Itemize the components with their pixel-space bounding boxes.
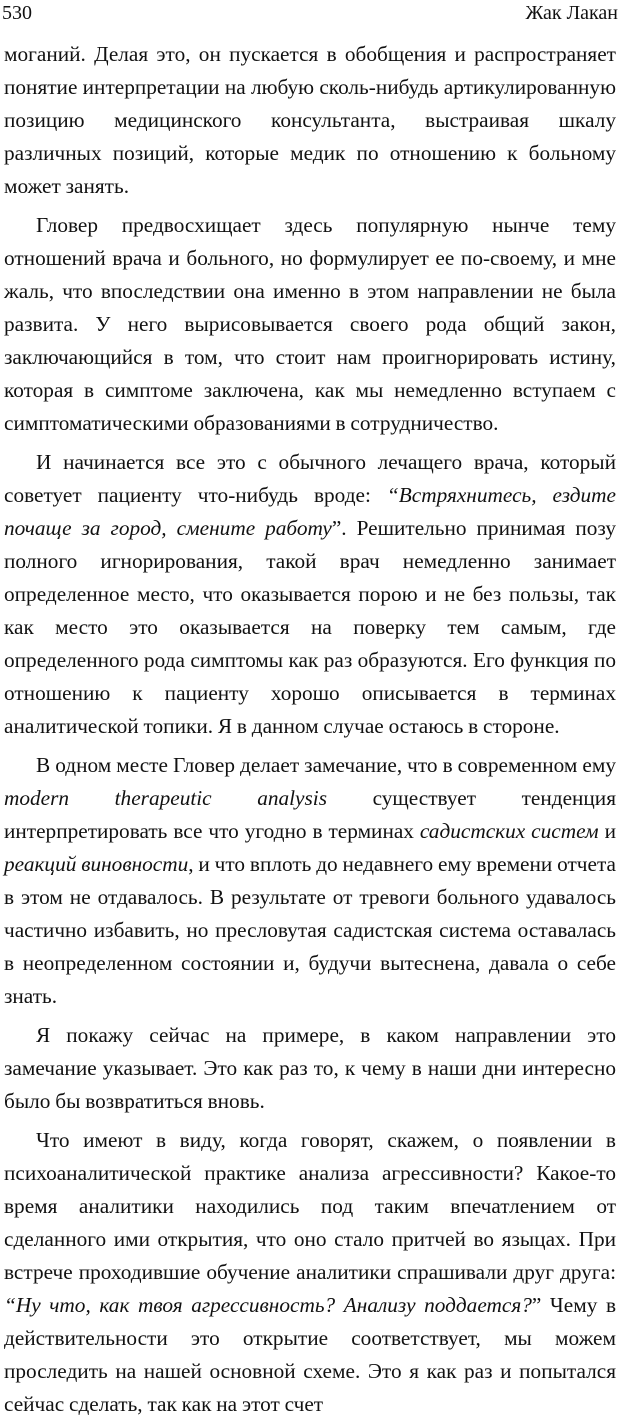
paragraph [4,446,616,743]
text-run: Что имеют в виду, когда говорят, скажем, о появлении в психоаналитической практике анализа агрессивности? Какое-то время аналитики находились под таким впечатлением от сделанного ими открытия, что оно стало притчей во языцах. При встрече проходившие обучение аналитики спрашивали друг друга: [4,1128,616,1284]
text-run: ” Чему в действительности это открытие соответствует, мы можем проследить на нашей основной схеме. Это я как раз и попытался сейчас сделать, так как на этот счет [4,1293,616,1416]
text-run: В одном месте Гловер делает замечание, что в современном ему [36,753,616,777]
paragraph [4,38,616,203]
paragraph [4,1124,616,1421]
italic-text-run: садистских систем [419,819,599,843]
paragraph [4,209,616,440]
body-text [4,38,616,1421]
running-head: Жак Лакан [525,2,618,24]
text-run: моганий. Делая это, он пускается в обобщения и распространяет понятие интерпретации на любую сколь-нибудь артикулированную позицию медицинского консультанта, выстраивая шкалу различных позиций, которые медик по отношению к больному может занять. [4,42,616,198]
italic-text-run: “Встряхнитесь, ездите почаще за город, смените работу [4,483,616,540]
text-run: Я покажу сейчас на примере, в каком направлении это замечание указывает. Это как раз то, к чему в наши дни интересно было бы возвратиться вновь. [4,1023,616,1113]
text-run: ”. Решительно принимая позу полного игнорирования, такой врач немедленно занимает определенное место, что оказывается порою и не без пользы, так как место это оказывается на поверку тем самым, где определенного рода симптомы как раз образуются. Его функция по отношению к пациенту хорошо описывается в терминах аналитической топики. Я в данном случае остаюсь в стороне. [4,516,616,738]
italic-text-run: “Ну что, как твоя агрессивность? Анализу поддается? [4,1293,532,1317]
italic-text-run: реакций виновности [4,852,189,876]
page-number: 530 [2,2,32,24]
text-run: Гловер предвосхищает здесь популярную нынче тему отношений врача и больного, но формулирует ее по-своему, и мне жаль, что впоследствии она именно в этом направлении не была развита. У него вырисовывается своего рода общий закон, заключающийся в том, что стоит нам проигнорировать истину, которая в симптоме заключена, как мы немедленно вступаем с симптоматическими образованиями в сотрудничество. [4,213,616,435]
paragraph [4,749,616,1013]
text-run: и [598,819,616,843]
text-run: И начинается все это с обычного лечащего врача, который советует пациенту что-нибудь вроде: [4,450,616,507]
paragraph [4,1019,616,1118]
text-run: существует тенденция интерпретировать все что угодно в терминах [4,786,617,843]
text-run: , и что вплоть до недавнего ему времени отчета в этом не отдавалось. В результате от тревоги больного удавалось частично избавить, но пресловутая садистская система оставалась в неопределенном состоянии и, будучи вытеснена, давала о себе знать. [4,852,616,1008]
italic-text-run: modern therapeutic analysis [4,786,328,810]
page-header [2,0,618,26]
